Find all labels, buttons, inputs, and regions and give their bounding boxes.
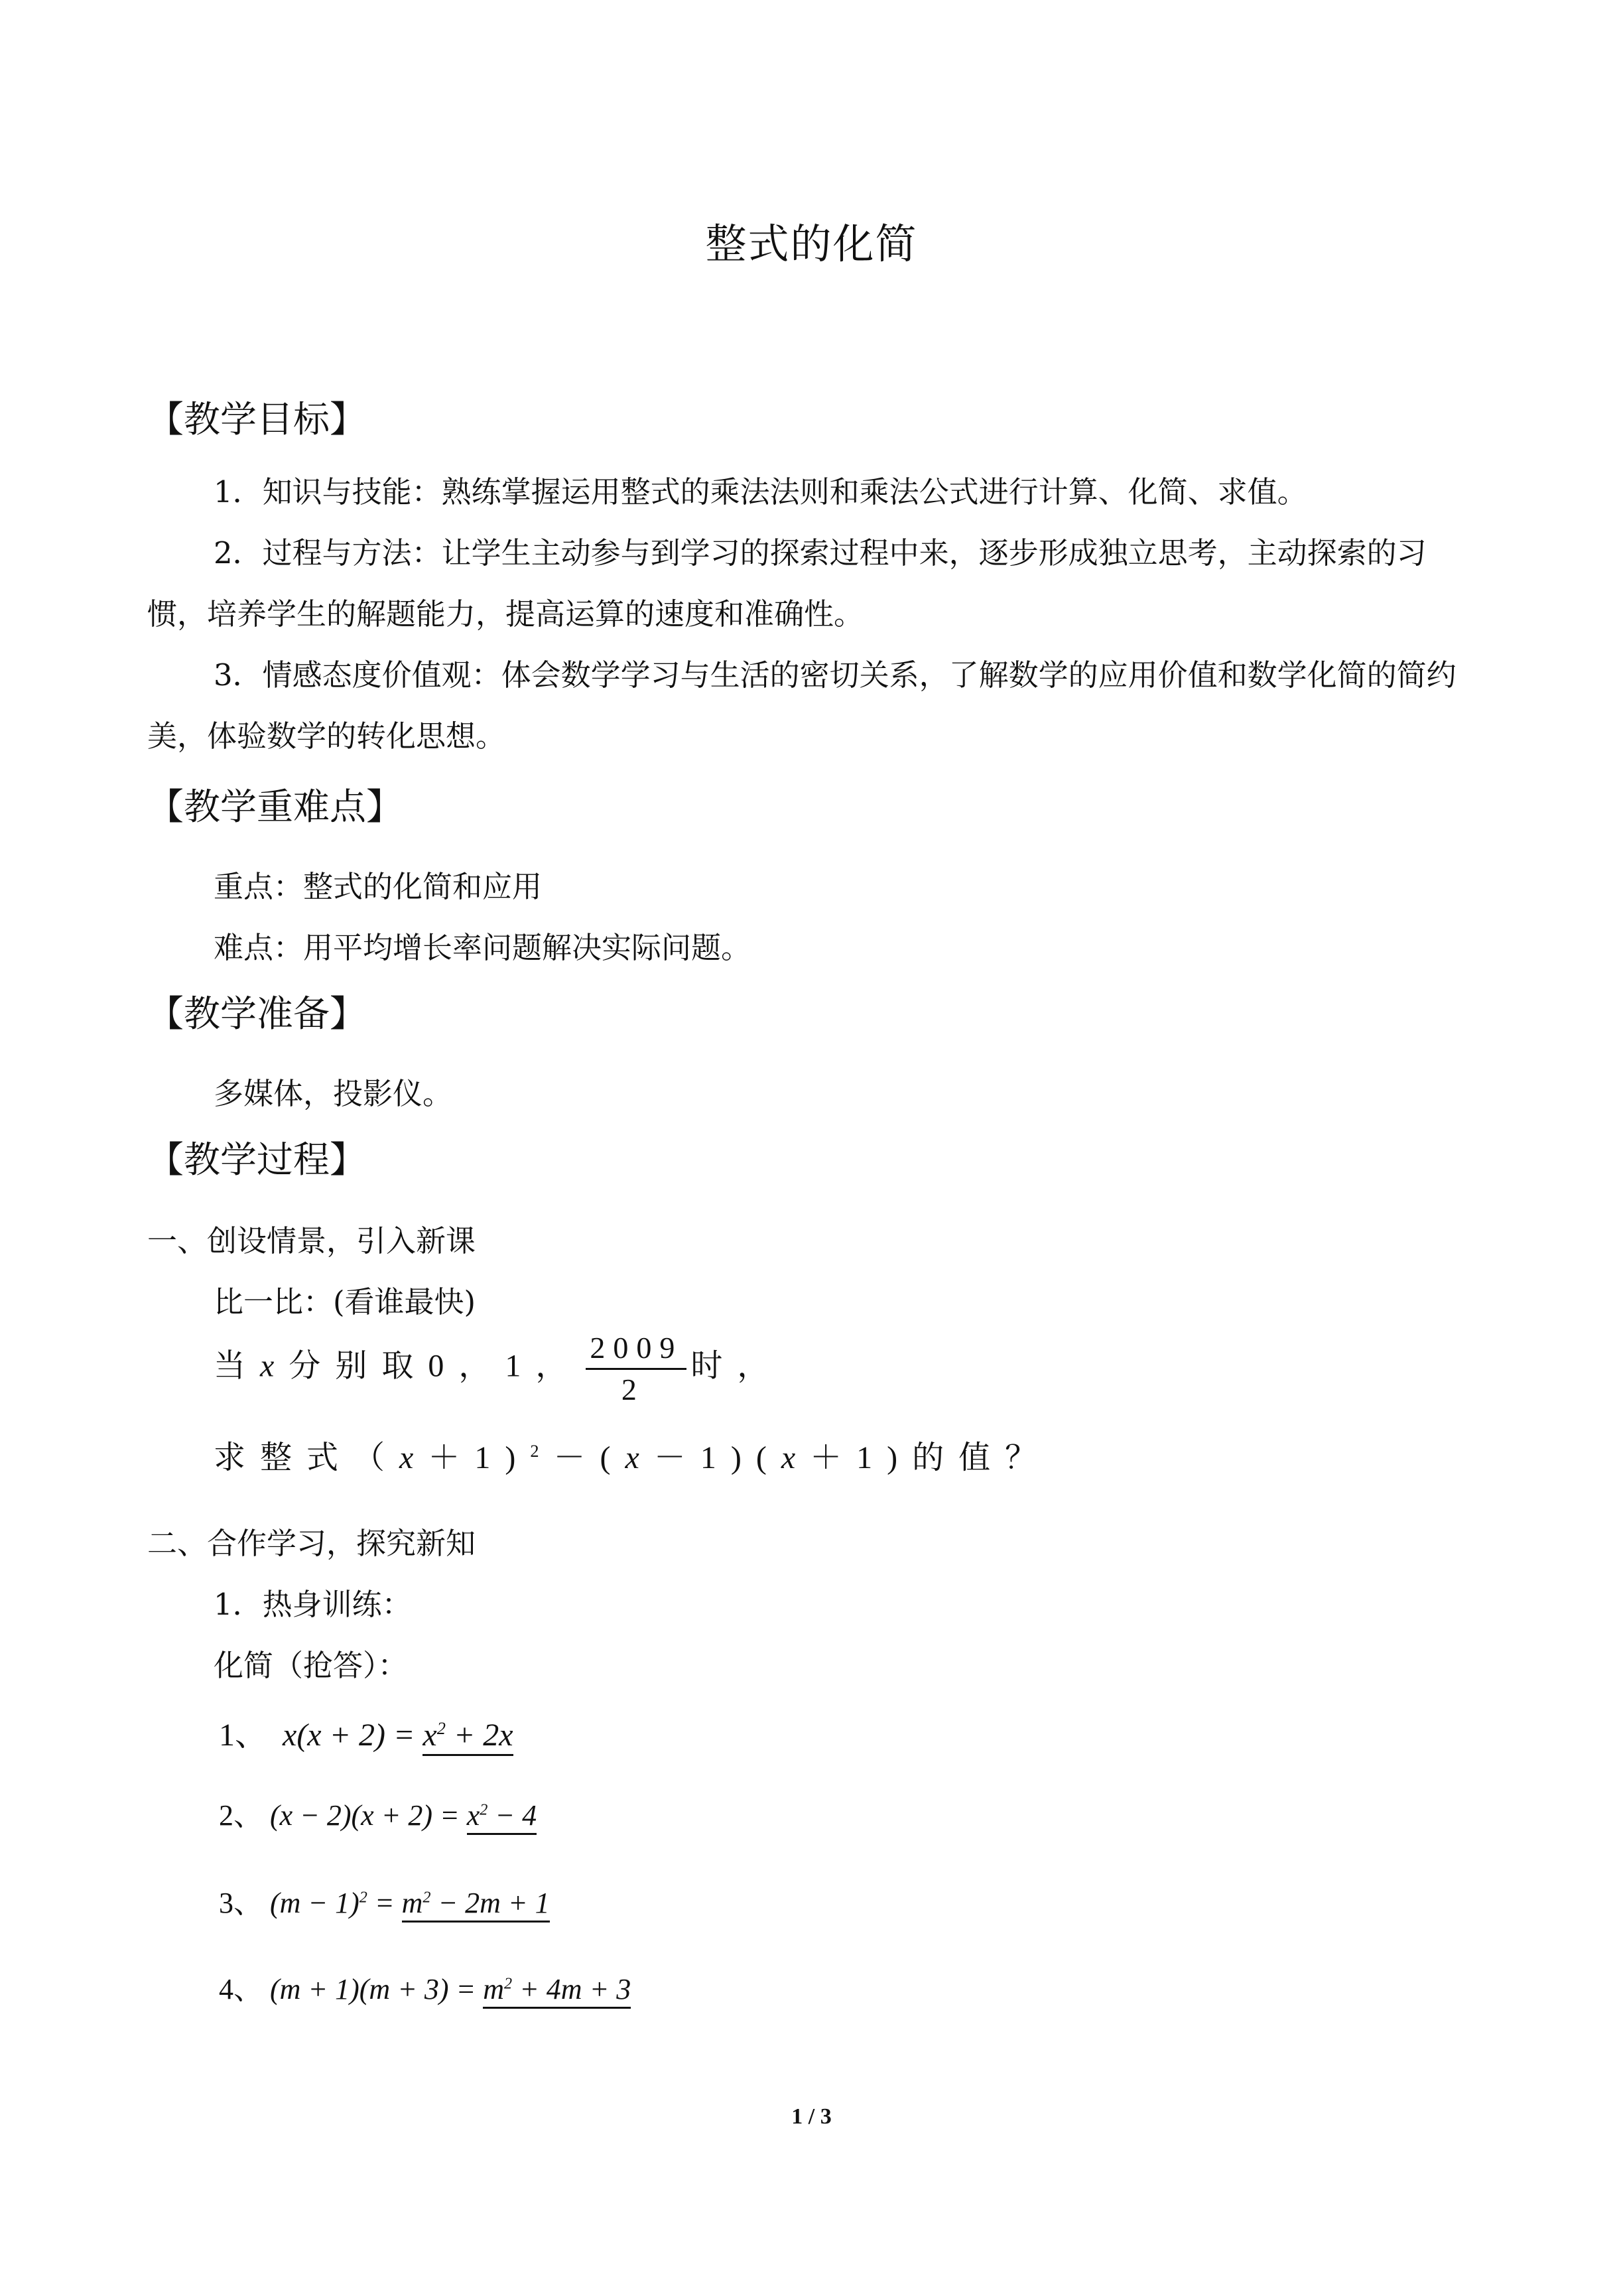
preparation-heading: 【教学准备】	[147, 992, 367, 1035]
q2-prefix: 求整式（	[214, 1440, 400, 1475]
exercise-3	[219, 1879, 550, 1921]
exercise-4-answer	[483, 1973, 631, 2009]
objective-item-3	[147, 645, 1477, 767]
objectives-heading: 【教学目标】	[147, 398, 367, 440]
exercise-1-number: 1、	[219, 1718, 267, 1753]
q2-exponent: 2	[530, 1441, 554, 1461]
exercise-1-answer-exp: 2	[436, 1718, 446, 1738]
exercise-1-lhs: x(x + 2) =	[283, 1718, 415, 1753]
exercise-2-answer-exp: 2	[480, 1800, 488, 1819]
q1-var: x	[260, 1348, 289, 1384]
q2-var-d: x	[625, 1440, 654, 1475]
exercise-1-answer-rest: + 2x	[445, 1718, 513, 1753]
page-number: 1 / 3	[791, 2104, 832, 2129]
difficulty-text: 难点：用平均增长率问题解决实际问题。	[214, 930, 751, 965]
question-line-1	[214, 1328, 783, 1410]
page-title: 整式的化简	[705, 220, 918, 268]
exercise-3-answer-rest: − 2m + 1	[430, 1887, 550, 1919]
exercise-3-lhs-exp: 2	[359, 1888, 367, 1907]
exercise-1	[219, 1709, 513, 1755]
objective-item-2-text: 2．过程与方法：让学生主动参与到学习的探索过程中来，逐步形成独立思考，主动探索的习惯，培养学生的解题能力，提高运算的速度和准确性。	[147, 535, 1427, 632]
exercise-2-answer	[467, 1799, 537, 1835]
exercise-3-number: 3、	[219, 1887, 263, 1919]
process-heading: 【教学过程】	[147, 1138, 367, 1181]
objective-item-2	[147, 523, 1477, 645]
objective-item-1-text: 1．知识与技能：熟练掌握运用整式的乘法法则和乘法公式进行计算、化简、求值。	[214, 474, 1307, 509]
exercise-2-answer-base: x	[466, 1799, 480, 1832]
exercise-4-answer-base: m	[483, 1973, 505, 2005]
exercise-4-number: 4、	[219, 1973, 263, 2005]
q2-var-f: x	[781, 1440, 811, 1475]
exercise-2-number: 2、	[219, 1799, 263, 1832]
exercise-1-answer-base: x	[422, 1718, 437, 1753]
q2-var-a: x	[399, 1440, 428, 1475]
simplify-text: 化简（抢答）：	[214, 1648, 408, 1683]
exercise-4	[219, 1965, 631, 2007]
compare-text: 比一比：(看谁最快)	[214, 1284, 476, 1319]
q1-suffix: 时，	[690, 1348, 784, 1384]
warmup-text: 1．热身训练：	[214, 1587, 412, 1622]
exercise-4-lhs: (m + 1)(m + 3) =	[270, 1973, 476, 2005]
objective-item-3-text: 3．情感态度价值观：体会数学学习与生活的密切关系，了解数学的应用价值和数学化简的简约美，体验数学的转化思想。	[147, 657, 1457, 754]
exercise-3-answer-exp: 2	[422, 1888, 431, 1907]
part2-title: 二、合作学习，探究新知	[147, 1526, 476, 1561]
exercise-2-lhs: (x − 2)(x + 2) =	[270, 1799, 460, 1832]
exercise-4-answer-exp: 2	[504, 1974, 513, 1993]
q2-part-g: ＋1)的值？	[810, 1440, 1052, 1475]
exercise-3-lhs-base: (m − 1)	[270, 1887, 359, 1919]
exercise-2-answer-rest: − 4	[487, 1799, 537, 1832]
focus-text: 重点：整式的化简和应用	[214, 869, 543, 904]
exercise-1-answer	[422, 1718, 513, 1756]
q1-prefix: 当	[214, 1348, 261, 1384]
q1-mid: 分别取0，1，	[289, 1348, 582, 1384]
q2-part-e: －1)(	[653, 1440, 781, 1475]
preparation-text: 多媒体，投影仪。	[214, 1076, 453, 1111]
key-points-heading: 【教学重难点】	[147, 785, 403, 828]
exercise-3-lhs-eq: =	[367, 1887, 395, 1919]
part1-title: 一、创设情景，引入新课	[147, 1223, 476, 1258]
exercise-3-answer	[402, 1887, 550, 1923]
q2-part-c: －(	[553, 1440, 625, 1475]
fraction-denominator: 2	[621, 1373, 651, 1406]
exercise-4-answer-rest: + 4m + 3	[512, 1973, 631, 2005]
q2-part-b: ＋1)	[428, 1440, 531, 1475]
question-line-2	[214, 1432, 1051, 1477]
objective-item-1	[147, 462, 1477, 523]
exercise-3-answer-base: m	[401, 1887, 423, 1919]
exercise-2	[219, 1791, 537, 1834]
fraction	[586, 1328, 686, 1410]
exercise-3-lhs	[270, 1887, 395, 1919]
fraction-numerator: 2009	[586, 1328, 686, 1370]
